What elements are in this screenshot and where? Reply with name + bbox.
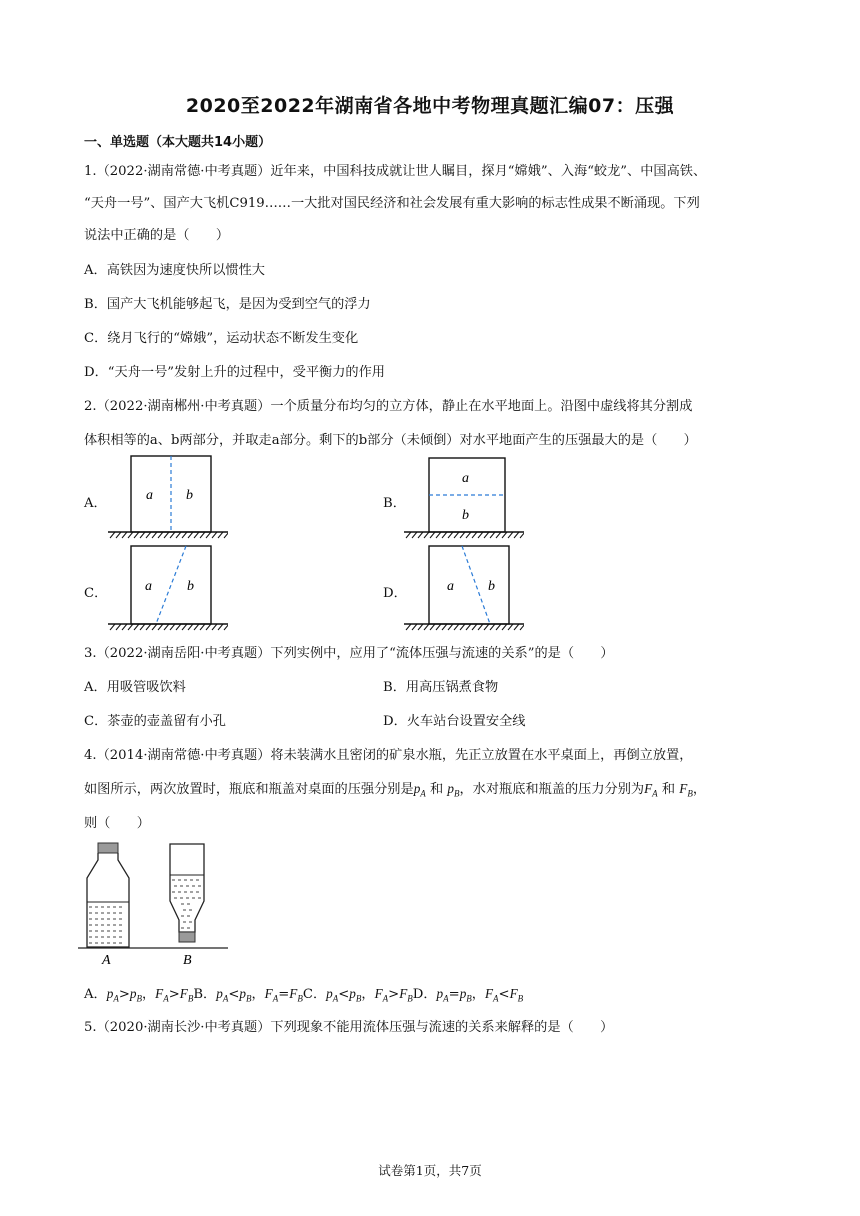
q2-option-b-label[interactable]: B． [383, 496, 406, 511]
q5-line: 5.（2020·湖南长沙·中考真题）下列现象不能用流体压强与流速的关系来解释的是（ ） [84, 1020, 614, 1035]
part-a-label: a [146, 488, 153, 503]
q2-line-1: 2.（2022·湖南郴州·中考真题）一个质量分布均匀的立方体，静止在水平地面上。沿图中虚线将其分割成 [84, 399, 693, 414]
q1-line-3: 说法中正确的是（ ） [84, 228, 230, 243]
q4-line-2: 如图所示，两次放置时，瓶底和瓶盖对桌面的压强分别是$p_A$ 和 $p_B$，水对瓶底和瓶盖的压力分别为$F_A$ 和 $F_B$， [84, 781, 706, 799]
q1-option-d[interactable]: D．“天舟一号”发射上升的过程中，受平衡力的作用 [84, 365, 385, 380]
cube-figure-a [108, 452, 228, 544]
q2-option-d-label[interactable]: D． [383, 586, 407, 601]
part-b-label: b [462, 508, 469, 523]
cube-figure-d [404, 542, 524, 634]
q3-option-b[interactable]: B．用高压锅煮食物 [383, 680, 499, 695]
page-footer: 试卷第1页，共7页 [378, 1163, 482, 1178]
q4-line-3: 则（ ） [84, 816, 150, 831]
q2-option-c-label[interactable]: C． [84, 586, 108, 601]
q1-option-c[interactable]: C．绕月飞行的“嫦娥”，运动状态不断发生变化 [84, 331, 359, 346]
q2-line-2: 体积相等的a、b两部分，并取走a部分。剩下的b部分（未倾倒）对水平地面产生的压强最大的是（ ） [84, 433, 697, 448]
q1-line-1: 1.（2022·湖南常德·中考真题）近年来，中国科技成就让世人瞩目，探月“嫦娥”、入海“蛟龙”、中国高铁、 [84, 164, 707, 179]
q4-line-1: 4.（2014·湖南常德·中考真题）将未装满水且密闭的矿泉水瓶，先正立放置在水平桌面上，再倒立放置， [84, 748, 693, 763]
part-a-label: a [145, 579, 152, 594]
part-b-label: b [187, 579, 194, 594]
bottle-b-label: B [183, 953, 192, 968]
page-title: 2020至2022年湖南省各地中考物理真题汇编07：压强 [185, 95, 675, 117]
q4-options[interactable]: A．$p_A>p_B$，$F_A>F_BB$．$p_A<p_B$，$F_A=F_BC$．$p_A<p_B$，$F_A>F_BD$．$p_A=p_B$，$F_A<F_B$ [84, 986, 524, 1004]
cube-figure-b [404, 452, 524, 544]
q1-option-a[interactable]: A．高铁因为速度快所以惯性大 [84, 263, 265, 278]
q1-option-b[interactable]: B．国产大飞机能够起飞，是因为受到空气的浮力 [84, 297, 371, 312]
q1-line-2: “天舟一号”、国产大飞机C919……一大批对国民经济和社会发展有重大影响的标志性成果不断涌现。下列 [84, 196, 700, 211]
part-b-label: b [186, 488, 193, 503]
q3-option-d[interactable]: D．火车站台设置安全线 [383, 714, 526, 729]
cube-figure-c [108, 542, 228, 634]
part-b-label: b [488, 579, 495, 594]
q3-option-c[interactable]: C．茶壶的壶盖留有小孔 [84, 714, 226, 729]
part-a-label: a [447, 579, 454, 594]
bottles-figure [78, 838, 228, 968]
q3-line: 3.（2022·湖南岳阳·中考真题）下列实例中，应用了“流体压强与流速的关系”的是（ ） [84, 646, 614, 661]
section-heading: 一、单选题（本大题共14小题） [84, 135, 272, 150]
q3-option-a[interactable]: A．用吸管吸饮料 [84, 680, 186, 695]
q2-option-a-label[interactable]: A． [84, 496, 107, 511]
part-a-label: a [462, 471, 469, 486]
bottle-a-label: A [102, 953, 111, 968]
